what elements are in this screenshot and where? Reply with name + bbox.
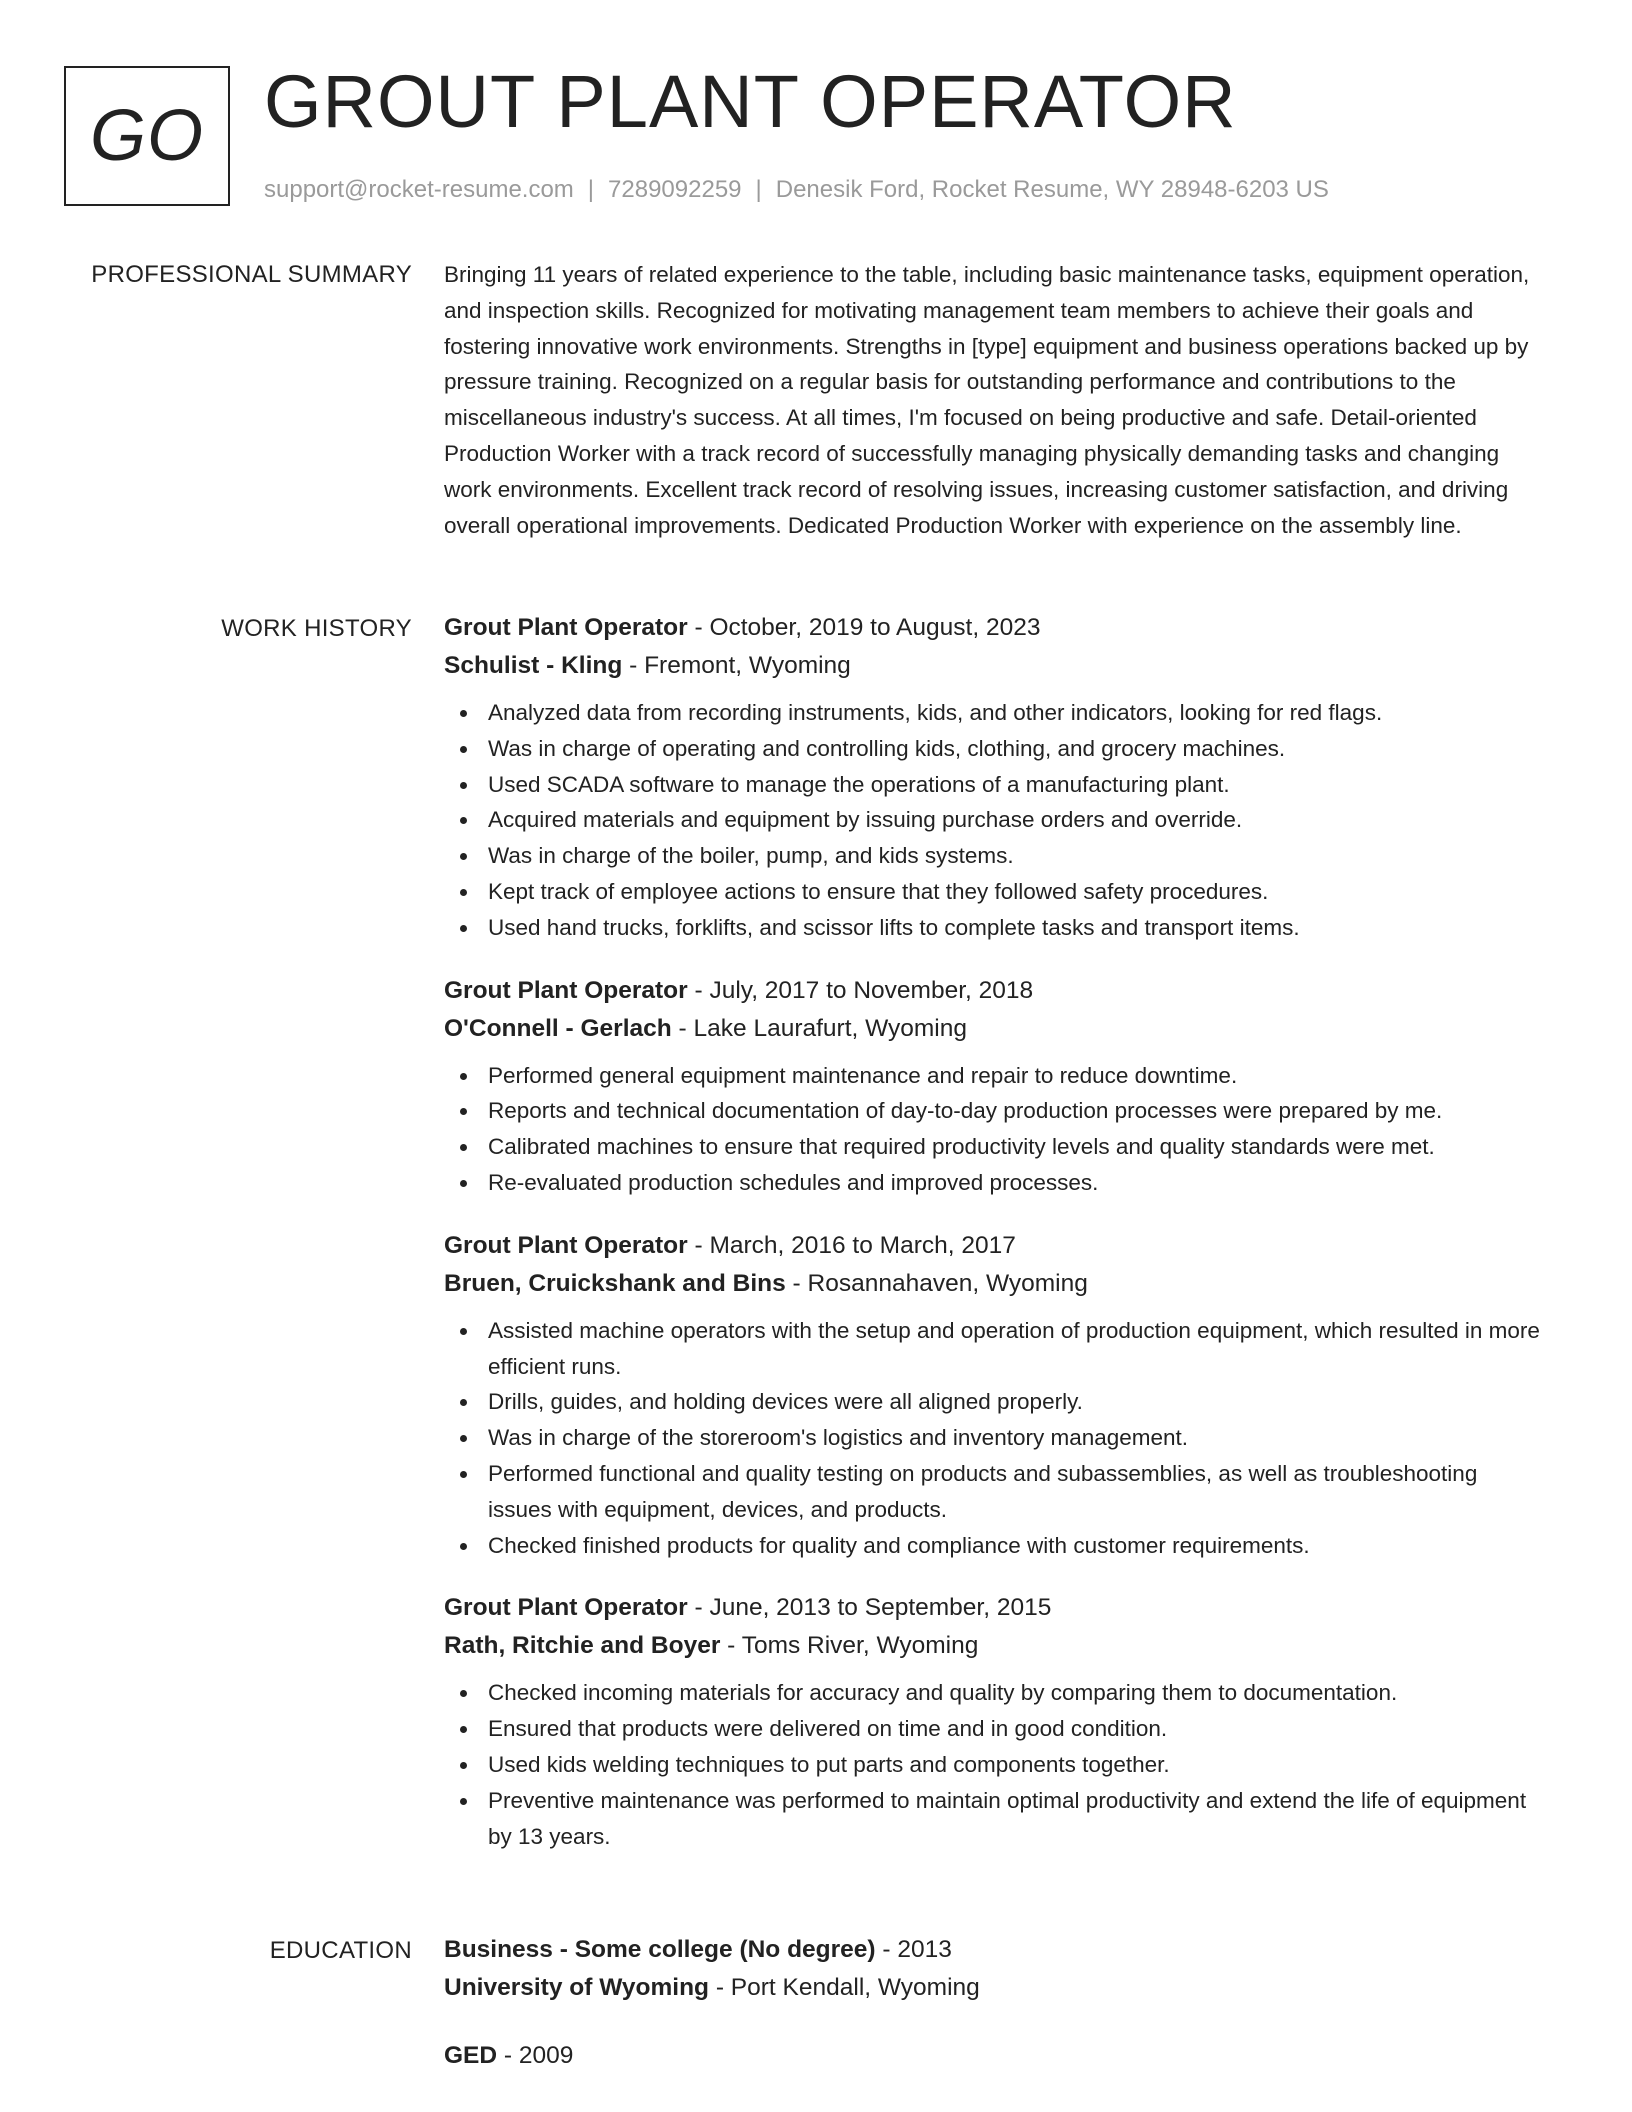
job-duty: Ensured that products were delivered on time and in good condition. <box>444 1711 1544 1747</box>
job-company: Schulist - Kling <box>444 652 623 679</box>
job-duties-list <box>444 1675 1544 1854</box>
job-company: O'Connell - Gerlach <box>444 1014 672 1042</box>
job-location: - Toms River, Wyoming <box>720 1632 979 1660</box>
job-duty: Was in charge of the boiler, pump, and kids systems. <box>444 838 1544 874</box>
job-title: Grout Plant Operator <box>444 1594 688 1622</box>
work-history-heading: WORK HISTORY <box>221 615 412 642</box>
job-location: - Fremont, Wyoming <box>622 652 851 679</box>
job-dates: - March, 2016 to March, 2017 <box>687 1231 1016 1259</box>
education-degree-line <box>444 2037 1544 2075</box>
job-company: Bruen, Cruickshank and Bins <box>444 1269 786 1297</box>
education-year: - 2013 <box>875 1936 952 1963</box>
job-company: Rath, Ritchie and Boyer <box>444 1632 721 1660</box>
job-duty: Calibrated machines to ensure that required productivity levels and quality standards were met. <box>444 1129 1544 1165</box>
job-duty: Checked incoming materials for accuracy and quality by comparing them to documentation. <box>444 1675 1544 1711</box>
education-school-line <box>444 1969 1544 2007</box>
job-duty: Acquired materials and equipment by issuing purchase orders and override. <box>444 802 1544 838</box>
monogram-box <box>64 66 230 206</box>
job-duties-list <box>444 695 1544 946</box>
monogram-initials: GO <box>89 96 204 176</box>
job-entry <box>444 1227 1544 1564</box>
job-duty: Used kids welding techniques to put parts and components together. <box>444 1747 1544 1783</box>
job-duty: Used hand trucks, forklifts, and scissor lifts to complete tasks and transport items. <box>444 910 1544 946</box>
job-duty: Was in charge of operating and controlling kids, clothing, and grocery machines. <box>444 731 1544 767</box>
job-duty: Kept track of employee actions to ensure that they followed safety procedures. <box>444 874 1544 910</box>
education-school: University of Wyoming <box>444 1974 710 2001</box>
work-history-section <box>444 609 1544 1880</box>
job-title-line <box>444 609 1544 647</box>
job-title-line <box>444 1227 1544 1265</box>
job-company-line <box>444 647 1544 685</box>
job-dates: - July, 2017 to November, 2018 <box>687 976 1034 1004</box>
education-degree: GED <box>444 2042 498 2069</box>
job-company-line <box>444 1265 1544 1303</box>
job-entry <box>444 972 1544 1201</box>
job-title: Grout Plant Operator <box>444 1231 688 1259</box>
summary-text: Bringing 11 years of related experience to the table, including basic maintenance tasks, equipment operation, and inspection skills. Recognized for motivating management team members to achieve their goals and fostering innovative work environments. Strengths in [type] equipment and business operations backed up by pressure training. Recognized on a regular basis for outstanding performance and contributions to the miscellaneous industry's success. At all times, I'm focused on being productive and safe. Detail-oriented Production Worker with a track record of successfully managing physically demanding tasks and changing work environments. Excellent track record of resolving issues, increasing customer satisfaction, and driving overall operational improvements. Dedicated Production Worker with experience on the assembly line. <box>444 262 1530 538</box>
education-entry <box>444 2037 1544 2075</box>
job-duty: Assisted machine operators with the setup and operation of production equipment, which resulted in more efficient runs. <box>444 1313 1544 1385</box>
job-duty: Performed general equipment maintenance and repair to reduce downtime. <box>444 1058 1544 1094</box>
job-dates: - June, 2013 to September, 2015 <box>687 1594 1052 1622</box>
education-degree: Business - Some college (No degree) <box>444 1936 876 1963</box>
resume-title: GROUT PLANT OPERATOR <box>264 60 1237 143</box>
job-duty: Drills, guides, and holding devices were all aligned properly. <box>444 1384 1544 1420</box>
job-entry <box>444 1589 1544 1854</box>
job-entry <box>444 609 1544 946</box>
job-duty: Was in charge of the storeroom's logistics and inventory management. <box>444 1420 1544 1456</box>
job-location: - Lake Laurafurt, Wyoming <box>671 1014 968 1042</box>
job-duty: Reports and technical documentation of day-to-day production processes were prepared by me. <box>444 1093 1544 1129</box>
job-location: - Rosannahaven, Wyoming <box>785 1269 1088 1297</box>
job-company-line <box>444 1627 1544 1665</box>
education-year: - 2009 <box>497 2042 574 2069</box>
job-duty: Analyzed data from recording instruments, kids, and other indicators, looking for red flags. <box>444 695 1544 731</box>
contact-separator: | <box>587 176 595 203</box>
job-company-line <box>444 1010 1544 1048</box>
job-duty: Checked finished products for quality and compliance with customer requirements. <box>444 1528 1544 1564</box>
job-duty: Re-evaluated production schedules and improved processes. <box>444 1165 1544 1201</box>
job-dates: - October, 2019 to August, 2023 <box>687 614 1041 641</box>
summary-heading: PROFESSIONAL SUMMARY <box>91 261 412 288</box>
job-title-line <box>444 1589 1544 1627</box>
education-location: - Port Kendall, Wyoming <box>709 1974 980 2001</box>
education-heading: EDUCATION <box>269 1937 412 1964</box>
contact-email: support@rocket-resume.com <box>264 176 574 203</box>
job-title-line <box>444 972 1544 1010</box>
job-duty: Preventive maintenance was performed to maintain optimal productivity and extend the life of equipment by 13 years. <box>444 1783 1544 1855</box>
job-title: Grout Plant Operator <box>444 614 688 641</box>
education-degree-line <box>444 1931 1544 1969</box>
job-duties-list <box>444 1058 1544 1201</box>
summary-section <box>444 257 1544 543</box>
education-entry <box>444 1931 1544 2007</box>
job-duty: Performed functional and quality testing on products and subassemblies, as well as troubleshooting issues with equipment, devices, and products. <box>444 1456 1544 1528</box>
job-duties-list <box>444 1313 1544 1564</box>
contact-phone: 7289092259 <box>608 176 742 203</box>
education-section <box>444 1931 1544 2105</box>
job-title: Grout Plant Operator <box>444 976 688 1004</box>
contact-line <box>264 172 1329 208</box>
contact-address: Denesik Ford, Rocket Resume, WY 28948-6203 US <box>775 176 1329 203</box>
job-duty: Used SCADA software to manage the operations of a manufacturing plant. <box>444 767 1544 803</box>
contact-separator: | <box>755 176 762 203</box>
